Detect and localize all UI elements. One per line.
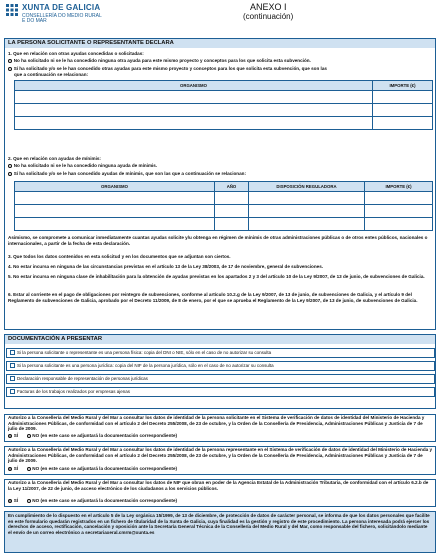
table-cell[interactable] [365,192,433,205]
question-2: 2. Que en relación con ayudas de mínimis: [8,156,101,161]
q1-option-yes-label: Sí ha solicitado y/o se le han concedido otras ayudas para este mismo proyecto y conceptos para los que solicita esta subvención, que son las [13,66,327,71]
doc-invoices-checkbox[interactable] [10,389,15,394]
auth2-yes-label: SÍ [13,466,19,471]
table-cell[interactable] [215,205,249,218]
q2-yes-radio[interactable] [8,172,12,176]
col-ano: AÑO [215,182,249,192]
page-subtitle: (continuación) [243,12,294,21]
auth3-no-label: NO (en este caso se adjuntará la documentación correspondiente) [32,498,178,503]
doc-dni-checkbox[interactable] [10,350,15,355]
col-disposicion: DISPOSICIÓN REGULADORA [249,182,365,192]
table-cell[interactable] [373,91,433,104]
doc-row-representation[interactable] [6,374,435,384]
brand-name: XUNTA DE GALICIA [22,3,101,12]
q1-option-no [8,58,311,64]
xunta-logo [5,3,19,17]
table-cell[interactable] [365,218,433,231]
auth-representative-options [8,466,177,472]
documentation-section-title: DOCUMENTACIÓN A PRESENTAR [5,335,435,344]
col-organismo: ORGANISMO [15,81,373,91]
auth3-yes-label: SÍ [13,498,19,503]
q1-option-no-label: No ha solicitado ni se le ha concedido ninguna otra ayuda para este mismo proyecto y conceptos para los que solicita esta subvención. [13,58,311,63]
declaration-5: 5. No estar incursa en ninguna clase de inhabilitación para la obtención de ayudas previstas en los apartados 2 y 3 del artículo 10 de la Ley 9/2007, de 13 de junio, de subvenciones de Galicia. [8,274,425,279]
declaration-6: 6. Estar al corriente en el pago de obligaciones por reintegro de subvenciones, conforme al artículo 10.2.g de la Ley 9/2007, de 13 de junio, de subvenciones de Galicia, y el artículo 9 del Reglamento de subvenciones de Galicia, aprobado por el Decreto 11/2009, de 8 de enero, por el que se aprueba el Reglamento de la Ley 9/2007, de 13 de junio, de subvenciones de Galicia. [8,292,418,303]
table-cell[interactable] [373,104,433,117]
data-protection-text: En cumplimiento de lo dispuesto en el artículo 5 de la Ley orgánica 15/1999, de 13 de diciembre, de protección de datos de carácter personal, se informa de que los datos personales que facilite en este formulario quedarán registrados en un fichero de titularidad de la Xunta de Galicia, cuya finalidad es la gestión y registro de este procedimiento. La persona interesada podrá ejercer los derechos de acceso, rectificación, cancelación y oposición ante la Secretaría General Técnica de la Consellería del Medio Rural y del Mar, como responsable del fichero, solicitándolo mediante el envío de un correo electrónico a secretariaxeral.cmrm@xunta.es [8,513,430,535]
doc-row-invoices[interactable] [6,387,435,397]
auth-applicant-options [8,433,177,439]
table-cell[interactable] [249,192,365,205]
q2-option-yes [8,171,246,177]
declaration-section-title: LA PERSONA SOLICITANTE O REPRESENTANTE DECLARA [5,39,435,48]
auth3-no-radio[interactable] [27,499,31,503]
table-cell[interactable] [215,218,249,231]
q2-no-radio[interactable] [8,164,12,168]
documentation-section [4,334,436,409]
q2-option-no [8,163,157,169]
table-cell[interactable] [15,91,373,104]
declaration-3: 3. Que todos los datos contenidos en esta solicitud y en los documentos que se adjuntan son ciertos. [8,254,231,259]
auth3-yes-radio[interactable] [8,499,12,503]
table-cell[interactable] [249,205,365,218]
auth1-yes-radio[interactable] [8,434,12,438]
auth2-no-label: NO (en este caso se adjuntará la documentación correspondiente) [32,466,178,471]
auth-representative-text: Autorizo a la Consellería del Medio Rural y del Mar a consultar los datos de identidad de la persona representante en el Sistema de verificación de datos de identidad del Ministerio de Hacienda y Administraciones Públicas, de conformidad con el artículo 2 del Decreto 255/2008, de 23 de octubre, y la Orden de la Consellería de Presidencia, Administraciones Públicas y Justicia de 7 de julio de 2009. [8,447,433,464]
other-aid-table [14,80,433,130]
doc-label: Facturas de los trabajos realizados por empresas ajenas [17,389,131,394]
declaration-4: 4. No estar incursa en ninguna de las circunstancias previstas en el artículo 13 de la Ley 38/2003, de 17 de noviembre, general de subvenciones. [8,264,324,269]
q2-option-yes-label: Sí ha solicitado y/o se le han concedido ayudas de mínimis, que son las que a continuación se relacionan: [13,171,246,176]
doc-label: Si la persona solicitante es una persona jurídica: copia del NIF de la persona jurídica, sólo en el caso de no autorizar su consulta [17,363,274,368]
table-cell[interactable] [249,218,365,231]
auth2-no-radio[interactable] [27,467,31,471]
auth-nif-text: Autorizo a la Consellería del Medio Rural y del Mar a consultar los datos de NIF que obran en poder de la Agencia Estatal de la Administración Tributaria, de conformidad con el artículo 6.2.b de la Ley 11/2007, de 22 de junio, de acceso electrónico de los ciudadanos a los servicios públicos. [8,480,429,491]
col-importe: IMPORTE (€) [373,81,433,91]
page-title: ANEXO I [250,2,287,12]
table-cell[interactable] [15,192,215,205]
doc-label: Declaración responsable de representación de personas jurídicas [17,376,148,381]
auth2-yes-radio[interactable] [8,467,12,471]
doc-label: Si la persona solicitante o representante es una persona física: copia del DNI o NIE, sólo en el caso de no autorizar su consulta [17,350,272,355]
table-cell[interactable] [215,192,249,205]
table-cell[interactable] [15,104,373,117]
doc-representation-checkbox[interactable] [10,376,15,381]
doc-row-nif[interactable] [6,361,435,371]
q1-no-radio[interactable] [8,59,12,63]
auth1-no-label: NO (en este caso se adjuntará la documentación correspondiente) [32,433,178,438]
table-cell[interactable] [15,205,215,218]
question-1: 1. Que en relación con otras ayudas concedidas o solicitadas: [8,51,144,56]
doc-nif-checkbox[interactable] [10,363,15,368]
doc-row-dni[interactable] [6,348,435,358]
table-cell[interactable] [15,117,373,130]
q1-yes-radio[interactable] [8,67,12,71]
auth1-yes-label: SÍ [13,433,19,438]
q2-option-no-label: No ha solicitado ni se le ha concedido ninguna ayuda de mínimis. [13,163,158,168]
brand-department-line2: E DO MAR [22,18,47,24]
table-cell[interactable] [15,218,215,231]
table-cell[interactable] [373,117,433,130]
col-organismo: ORGANISMO [15,182,215,192]
q1-option-yes [8,66,433,72]
col-importe: IMPORTE (€) [365,182,433,192]
q1-option-yes-cont: que a continuación se relacionan: [14,72,89,77]
auth-applicant-text: Autorizo a la Consellería del Medio Rural y del Mar a consultar los datos de identidad de la persona solicitante en el Sistema de verificación de datos de identidad del Ministerio de Hacienda y Administraciones Públicas, de conformidad con el artículo 2 del Decreto 255/2008, de 23 de octubre, y la Orden de la Consellería de Presidencia, Administraciones Públicas y Justicia de 7 de julio de 2009. [8,415,425,432]
auth1-no-radio[interactable] [27,434,31,438]
brand-department: CONSELLERÍA DO MEDIO RURAL [22,12,102,19]
minimis-aid-table [14,181,433,231]
auth-nif-options [8,498,177,504]
minimis-commitment: Asimismo, se compromete a comunicar inmediatamente cuantas ayudas solicite y/u obtenga en régimen de mínimis de otras administraciones públicas o de otros entes públicos, nacionales o internacionales, a partir de la fecha de esta declaración. [8,235,428,246]
table-cell[interactable] [365,205,433,218]
